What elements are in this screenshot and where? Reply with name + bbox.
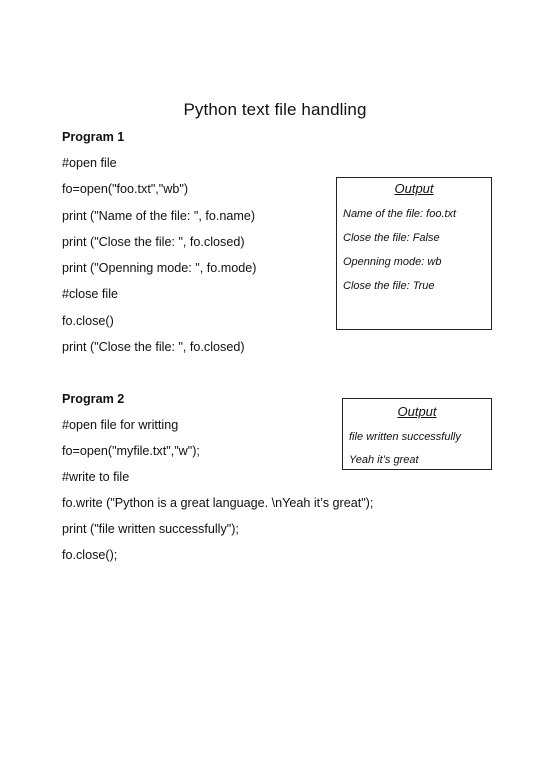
program2-output-line: Yeah it’s great <box>349 454 419 466</box>
program2-code-line: print ("file written successfully"); <box>62 522 239 536</box>
program2-code-line: fo.close(); <box>62 548 118 562</box>
program1-output-box <box>336 177 492 330</box>
program1-code-line: #open file <box>62 156 117 170</box>
program2-heading: Program 2 <box>62 392 125 406</box>
program1-output-title: Output <box>394 181 434 196</box>
program2-code-line: fo=open("myfile.txt","w"); <box>62 444 200 458</box>
program1-output-line: Close the file: True <box>343 280 435 292</box>
program1-code-line: print ("Close the file: ", fo.closed) <box>62 235 245 249</box>
program1-code-line: #close file <box>62 287 119 301</box>
program2-output-line: file written successfully <box>349 431 461 443</box>
page-title: Python text file handling <box>183 100 367 119</box>
program1-heading: Program 1 <box>62 130 125 144</box>
program1-code-line: print ("Name of the file: ", fo.name) <box>62 209 256 223</box>
program1-code-line: fo.close() <box>62 314 114 328</box>
program1-code-line: fo=open("foo.txt","wb") <box>62 182 189 196</box>
program1-output-line: Name of the file: foo.txt <box>343 208 457 220</box>
program1-output-line: Close the file: False <box>343 232 440 244</box>
program2-code-line: #write to file <box>62 470 130 484</box>
program1-code-line: print ("Openning mode: ", fo.mode) <box>62 261 257 275</box>
program2-output-box <box>342 398 492 470</box>
program2-output-title: Output <box>397 404 437 419</box>
program1-output-line: Openning mode: wb <box>343 256 442 268</box>
program2-code-line: #open file for writting <box>62 418 179 432</box>
program2-code-line: fo.write ("Python is a great language. \nYeah it’s great"); <box>62 496 374 510</box>
program1-code-line: print ("Close the file: ", fo.closed) <box>62 340 245 354</box>
